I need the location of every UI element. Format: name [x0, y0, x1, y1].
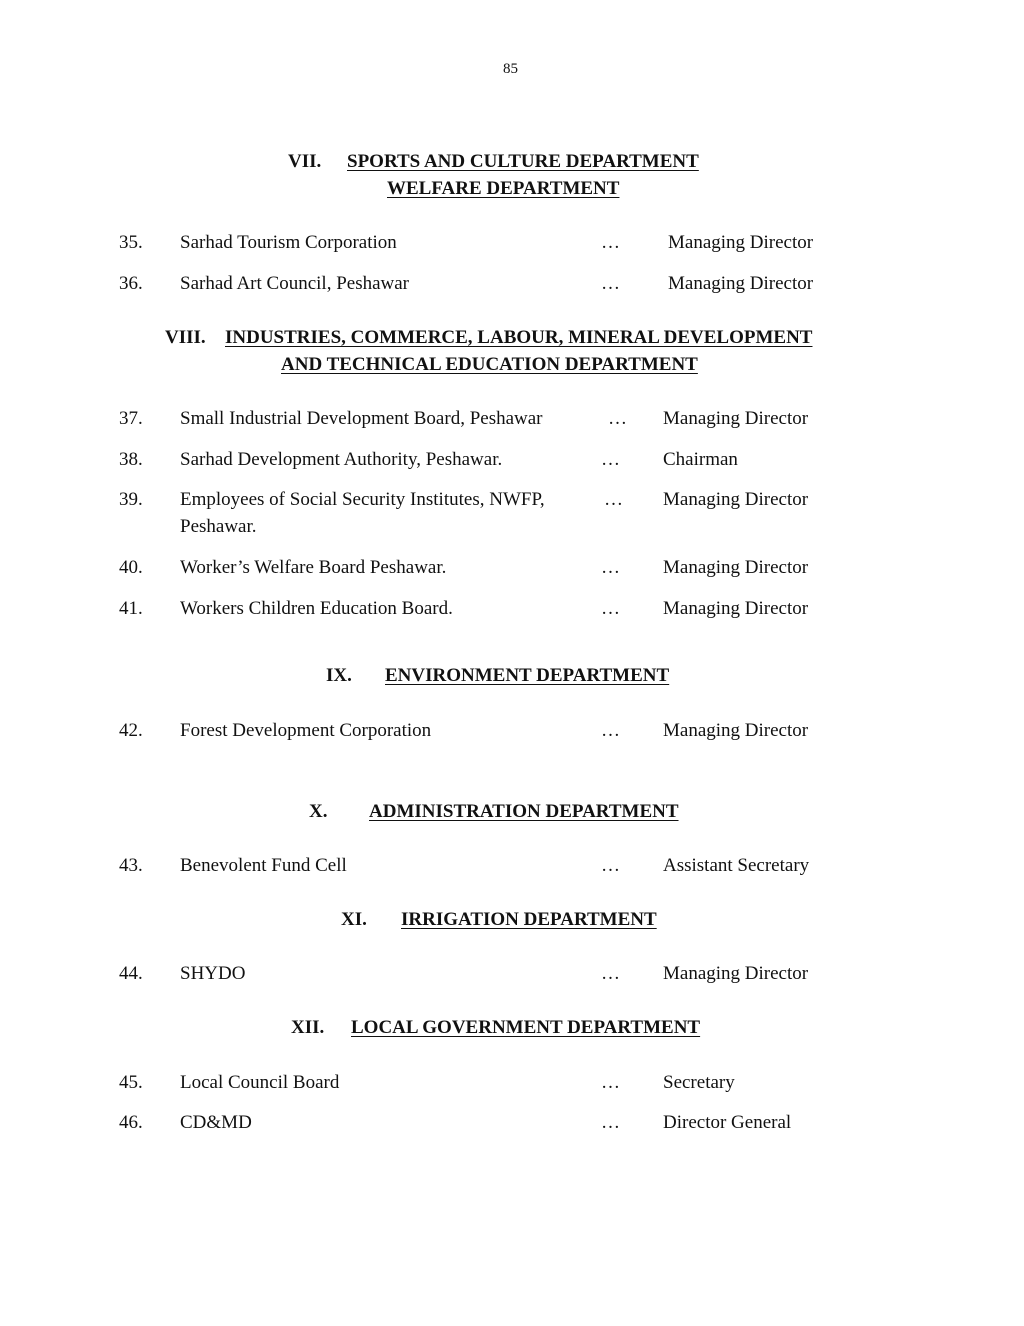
item-dots: … [601, 855, 620, 876]
item-officer: Assistant Secretary [663, 855, 810, 876]
item-name: Sarhad Development Authority, Peshawar. [180, 449, 503, 470]
item-name: Local Council Board [180, 1072, 340, 1093]
section-title-line-2: AND TECHNICAL EDUCATION DEPARTMENT [281, 354, 698, 375]
item-officer: Managing Director [663, 408, 809, 429]
item-officer: Secretary [663, 1072, 735, 1093]
item-number: 40. [119, 557, 143, 578]
section-title-line-1: LOCAL GOVERNMENT DEPARTMENT [351, 1017, 701, 1038]
item-name: Sarhad Tourism Corporation [180, 232, 397, 253]
section-numeral: XII. [291, 1017, 325, 1038]
item-number: 41. [119, 598, 143, 619]
item-officer: Managing Director [663, 598, 809, 619]
item-name: Sarhad Art Council, Peshawar [180, 273, 410, 294]
section-title-line-1: INDUSTRIES, COMMERCE, LABOUR, MINERAL DEVELOPMENT [225, 327, 813, 348]
section-numeral: X. [309, 801, 328, 822]
item-officer: Managing Director [663, 963, 809, 984]
item-dots: … [608, 408, 627, 429]
item-number: 35. [119, 232, 143, 253]
item-number: 46. [119, 1112, 143, 1133]
item-number: 36. [119, 273, 143, 294]
item-name: Forest Development Corporation [180, 720, 432, 741]
section-numeral: XI. [341, 909, 367, 930]
item-number: 45. [119, 1072, 143, 1093]
item-officer: Managing Director [663, 557, 809, 578]
item-name-continued: Peshawar. [180, 516, 257, 537]
section-title-line-1: SPORTS AND CULTURE DEPARTMENT [347, 151, 699, 172]
item-dots: … [601, 1112, 620, 1133]
item-name: Employees of Social Security Institutes, NWFP, [180, 489, 545, 510]
item-dots: … [601, 273, 620, 294]
item-name: CD&MD [180, 1112, 252, 1133]
item-dots: … [601, 720, 620, 741]
item-number: 44. [119, 963, 143, 984]
item-dots: … [601, 1072, 620, 1093]
item-name: Small Industrial Development Board, Peshawar [180, 408, 543, 429]
item-number: 37. [119, 408, 143, 429]
item-officer: Managing Director [663, 720, 809, 741]
section-title-line-1: ENVIRONMENT DEPARTMENT [385, 665, 670, 686]
item-officer: Chairman [663, 449, 738, 470]
item-number: 38. [119, 449, 143, 470]
item-dots: … [601, 232, 620, 253]
section-title-line-1: ADMINISTRATION DEPARTMENT [369, 801, 679, 822]
page-number: 85 [503, 61, 518, 77]
item-name: SHYDO [180, 963, 246, 984]
section-numeral: VII. [288, 151, 322, 172]
item-number: 43. [119, 855, 143, 876]
item-name: Benevolent Fund Cell [180, 855, 347, 876]
section-numeral: VIII. [165, 327, 206, 348]
item-name: Workers Children Education Board. [180, 598, 453, 619]
section-title-line-2: WELFARE DEPARTMENT [387, 178, 620, 199]
item-dots: … [601, 963, 620, 984]
item-officer: Managing Director [663, 489, 809, 510]
section-numeral: IX. [326, 665, 352, 686]
item-dots: … [601, 557, 620, 578]
item-number: 42. [119, 720, 143, 741]
item-officer: Managing Director [668, 273, 814, 294]
item-dots: … [604, 489, 623, 510]
item-officer: Director General [663, 1112, 792, 1133]
section-title-line-1: IRRIGATION DEPARTMENT [401, 909, 657, 930]
item-number: 39. [119, 489, 143, 510]
item-name: Worker’s Welfare Board Peshawar. [180, 557, 447, 578]
item-officer: Managing Director [668, 232, 814, 253]
item-dots: … [601, 598, 620, 619]
item-dots: … [601, 449, 620, 470]
